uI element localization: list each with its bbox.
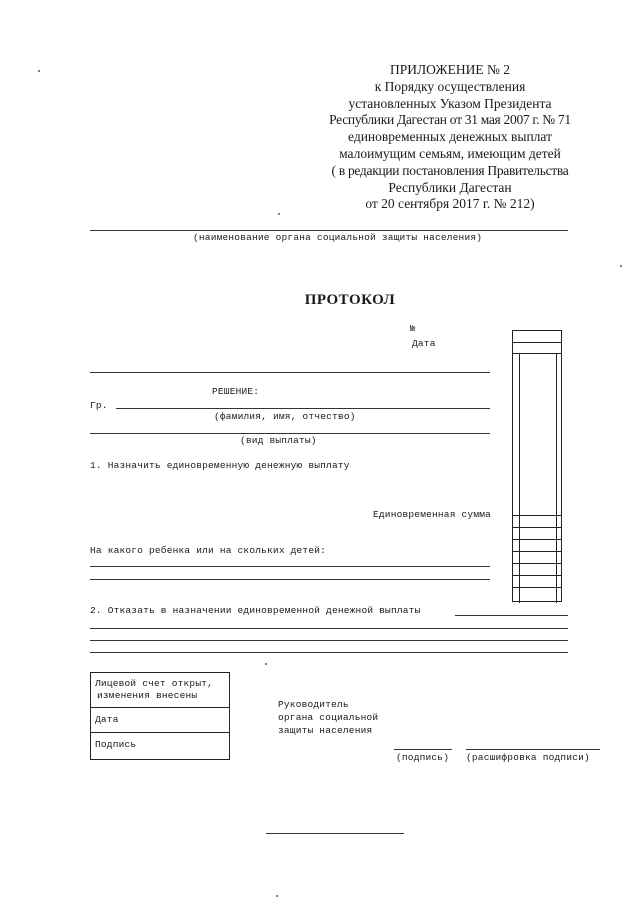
citizen-prefix: Гр. <box>90 400 108 411</box>
item1-text: 1. Назначить единовременную денежную выплату <box>90 460 350 471</box>
page-title: ПРОТОКОЛ <box>304 292 396 308</box>
decision-label: РЕШЕНИЕ: <box>212 386 260 397</box>
scan-speck <box>265 663 267 665</box>
decoding-caption: (расшифровка подписи) <box>466 752 590 763</box>
authority-caption: (наименование органа социальной защиты населения) <box>193 232 483 243</box>
payment-type-line[interactable] <box>90 433 490 434</box>
refusal-line-3[interactable] <box>90 640 568 641</box>
account-line-1: Лицевой счет открыт, <box>95 678 214 689</box>
appendix-line: Республики Дагестан <box>388 179 512 195</box>
appendix-line: ( в редакции постановления Правительства <box>331 162 569 178</box>
appendix-line: к Порядку осуществления <box>374 78 526 94</box>
payment-type-caption: (вид выплаты) <box>240 435 317 446</box>
scan-speck <box>276 895 278 897</box>
appendix-line: от 20 сентября 2017 г. № 212) <box>365 196 535 212</box>
authority-line[interactable] <box>90 230 568 231</box>
appendix-line: установленных Указом Президента <box>348 95 552 111</box>
decoding-line[interactable] <box>466 749 600 750</box>
head-line-3: защиты населения <box>278 725 373 736</box>
signature-caption: (подпись) <box>396 752 450 763</box>
protocol-line[interactable] <box>90 372 490 373</box>
appendix-header <box>300 62 600 213</box>
account-line-2: изменения внесены <box>97 690 198 701</box>
appendix-line: Республики Дагестан от 31 мая 2007 г. № 71 <box>329 112 571 128</box>
scan-speck <box>620 265 622 267</box>
child-line-1[interactable] <box>90 566 490 567</box>
appendix-line: малоимущим семьям, имеющим детей <box>339 145 561 161</box>
fio-caption: (фамилия, имя, отчество) <box>214 411 356 422</box>
sum-label: Единовременная сумма <box>373 509 492 520</box>
account-box <box>90 672 230 760</box>
date-label: Дата <box>412 338 436 349</box>
refusal-line-1[interactable] <box>455 615 568 616</box>
refusal-line-4[interactable] <box>90 652 568 653</box>
appendix-line: ПРИЛОЖЕНИЕ № 2 <box>389 62 511 77</box>
child-question: На какого ребенка или на скольких детей: <box>90 545 327 556</box>
account-date-label: Дата <box>95 714 119 725</box>
head-line-2: органа социальной <box>278 712 379 723</box>
number-label: № <box>410 324 416 334</box>
citizen-name-line[interactable] <box>116 408 490 409</box>
account-signature-label: Подпись <box>95 739 137 750</box>
code-grid <box>512 330 562 602</box>
child-line-2[interactable] <box>90 579 490 580</box>
scan-speck <box>278 213 280 215</box>
appendix-line: единовременных денежных выплат <box>348 129 552 145</box>
bottom-line <box>266 833 404 834</box>
item2-text: 2. Отказать в назначении единовременной денежной выплаты <box>90 605 421 616</box>
head-line-1: Руководитель <box>278 699 349 710</box>
refusal-line-2[interactable] <box>90 628 568 629</box>
signature-line[interactable] <box>394 749 452 750</box>
scan-speck <box>38 70 40 72</box>
